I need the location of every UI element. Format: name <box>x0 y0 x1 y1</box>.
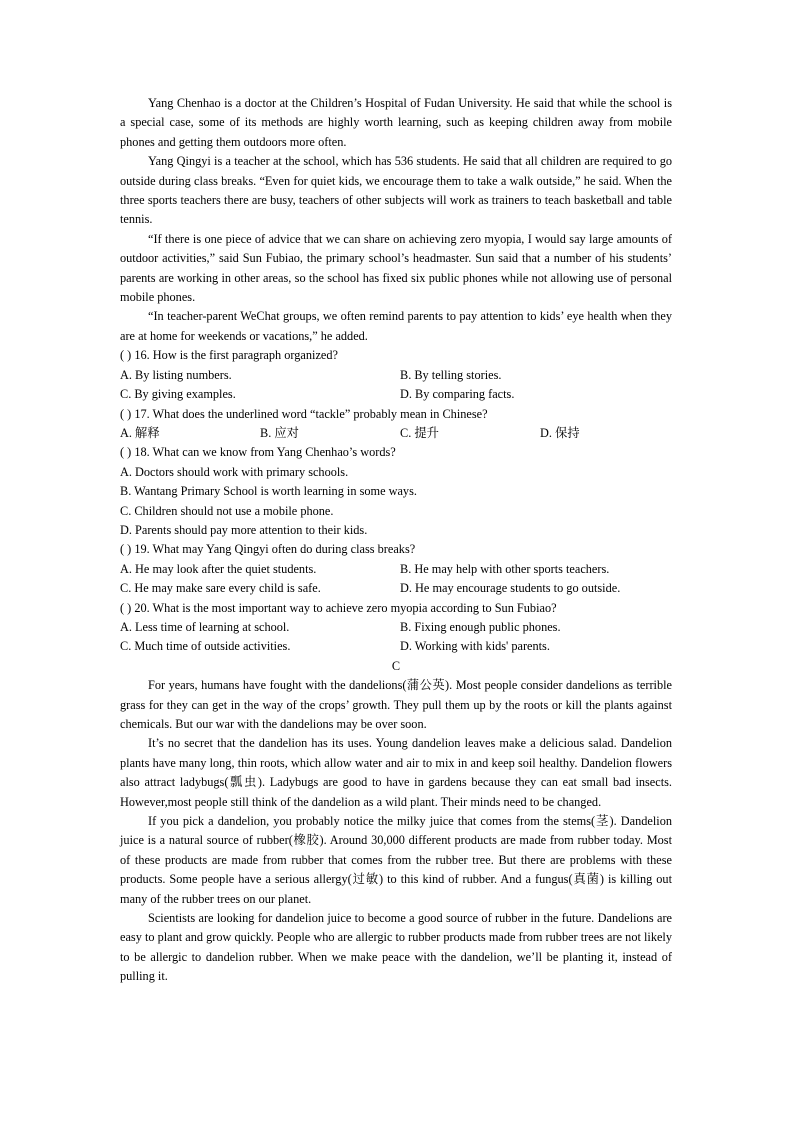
question-stem: ( ) 20. What is the most important way to achieve zero myopia according to Sun Fubiao? <box>120 600 557 615</box>
option-a: A. He may look after the quiet students. <box>120 561 317 576</box>
question-stem <box>120 405 672 424</box>
option-row <box>120 637 672 656</box>
question-20 <box>120 599 672 657</box>
stem-word: tackle <box>315 406 345 421</box>
option-c: C. He may make sare every child is safe. <box>120 581 321 596</box>
option-b: B. By telling stories. <box>400 367 502 382</box>
question-stem: ( ) 16. How is the first paragraph organized? <box>120 348 338 363</box>
option-d: D. He may encourage students to go outside. <box>400 581 621 596</box>
option-a: A. Doctors should work with primary schools. <box>120 464 349 479</box>
option-c: C. Much time of outside activities. <box>120 639 291 654</box>
passage-c-paragraph: For years, humans have fought with the dandelions(蒲公英). Most people consider dandelions as terrible grass for they can get in the way of the crops’ growth. They pull them up by the roots or kill the plants against chemicals. But our war with the dandelions may be over soon. <box>120 678 672 731</box>
option-row <box>120 424 672 443</box>
passage-b <box>120 94 672 346</box>
option-b: B. Wantang Primary School is worth learning in some ways. <box>120 484 417 499</box>
option-row <box>120 385 672 404</box>
option-b: B. He may help with other sports teachers. <box>400 561 610 576</box>
option-a: A. 解释 <box>120 425 160 440</box>
passage-c-paragraph: Scientists are looking for dandelion juice to become a good source of rubber in the future. Dandelions are easy to plant and grow quickly. People who are allergic to rubber products made from rubber trees are not likely to be allergic to dandelion rubber. When we make peace with the dandelion, we’ll be planting it, instead of pulling it. <box>120 911 672 984</box>
option-d: D. By comparing facts. <box>400 387 515 402</box>
passage-b-paragraph: Yang Qingyi is a teacher at the school, which has 536 students. He said that all children are required to go outside during class breaks. “Even for quiet kids, we encourage them to take a walk outside,” he said. When the three sports teachers there are busy, teachers of other subjects will work as trainers to teach basketball and table tennis. <box>120 154 672 227</box>
passage-c <box>120 657 672 987</box>
question-19 <box>120 540 672 598</box>
option-b: B. 应对 <box>260 425 299 440</box>
option-d: D. Working with kids' parents. <box>400 639 550 654</box>
question-17 <box>120 405 672 444</box>
option-row <box>120 579 672 598</box>
option-c: C. Children should not use a mobile phone. <box>120 503 334 518</box>
exam-page <box>120 94 672 987</box>
question-16 <box>120 346 672 404</box>
option-d: D. 保持 <box>540 425 580 440</box>
option-c: C. By giving examples. <box>120 387 236 402</box>
option-b: B. Fixing enough public phones. <box>400 619 561 634</box>
option-d: D. Parents should pay more attention to their kids. <box>120 522 368 537</box>
question-stem: ( ) 19. What may Yang Qingyi often do during class breaks? <box>120 542 416 557</box>
option-row <box>120 560 672 579</box>
question-stem: ( ) 18. What can we know from Yang Chenhao’s words? <box>120 445 396 460</box>
option-row <box>120 618 672 637</box>
question-18 <box>120 443 672 540</box>
option-a: A. Less time of learning at school. <box>120 619 290 634</box>
passage-c-heading: C <box>391 658 401 673</box>
passage-b-paragraph: “In teacher-parent WeChat groups, we often remind parents to pay attention to kids’ eye health when they are at home for weekends or vacations,” he added. <box>120 309 672 343</box>
stem-text: ” probably mean in Chinese? <box>344 406 488 421</box>
option-c: C. 提升 <box>400 425 439 440</box>
passage-b-paragraph: “If there is one piece of advice that we can share on achieving zero myopia, I would say large amounts of outdoor activities,” said Sun Fubiao, the primary school’s headmaster. Sun said that a number of his students’ parents are working in other areas, so the school has fixed six public phones while not allowing use of personal mobile phones. <box>120 231 672 305</box>
option-a: A. By listing numbers. <box>120 367 232 382</box>
option-row <box>120 366 672 385</box>
stem-text: ( ) 17. What does the underlined word “ <box>120 406 316 421</box>
passage-c-paragraph: If you pick a dandelion, you probably notice the milky juice that comes from the stems(茎). Dandelion juice is a natural source of rubber(橡胶). Around 30,000 different products are made from rubber today. Most of these products are made from rubber that comes from the rubber tree. But there are problems with these products. Some people have a serious allergy(过敏) to this kind of rubber. And a fungus(真菌) is killing out many of the rubber trees on our planet. <box>120 814 672 906</box>
passage-b-paragraph: Yang Chenhao is a doctor at the Children’s Hospital of Fudan University. He said that while the school is a special case, some of its methods are highly worth learning, such as keeping children away from mobile phones and getting them outdoors more often. <box>120 96 672 149</box>
passage-c-paragraph: It’s no secret that the dandelion has its uses. Young dandelion leaves make a delicious salad. Dandelion plants have many long, thin roots, which allow water and air to mix in and keep soil healthy. Dandelion flowers also attract ladybugs(瓢虫). Ladybugs are good to have in gardens because they can eat small bad insects. However,most people still think of the dandelion as a wild plant. Their minds need to be changed. <box>120 736 672 809</box>
